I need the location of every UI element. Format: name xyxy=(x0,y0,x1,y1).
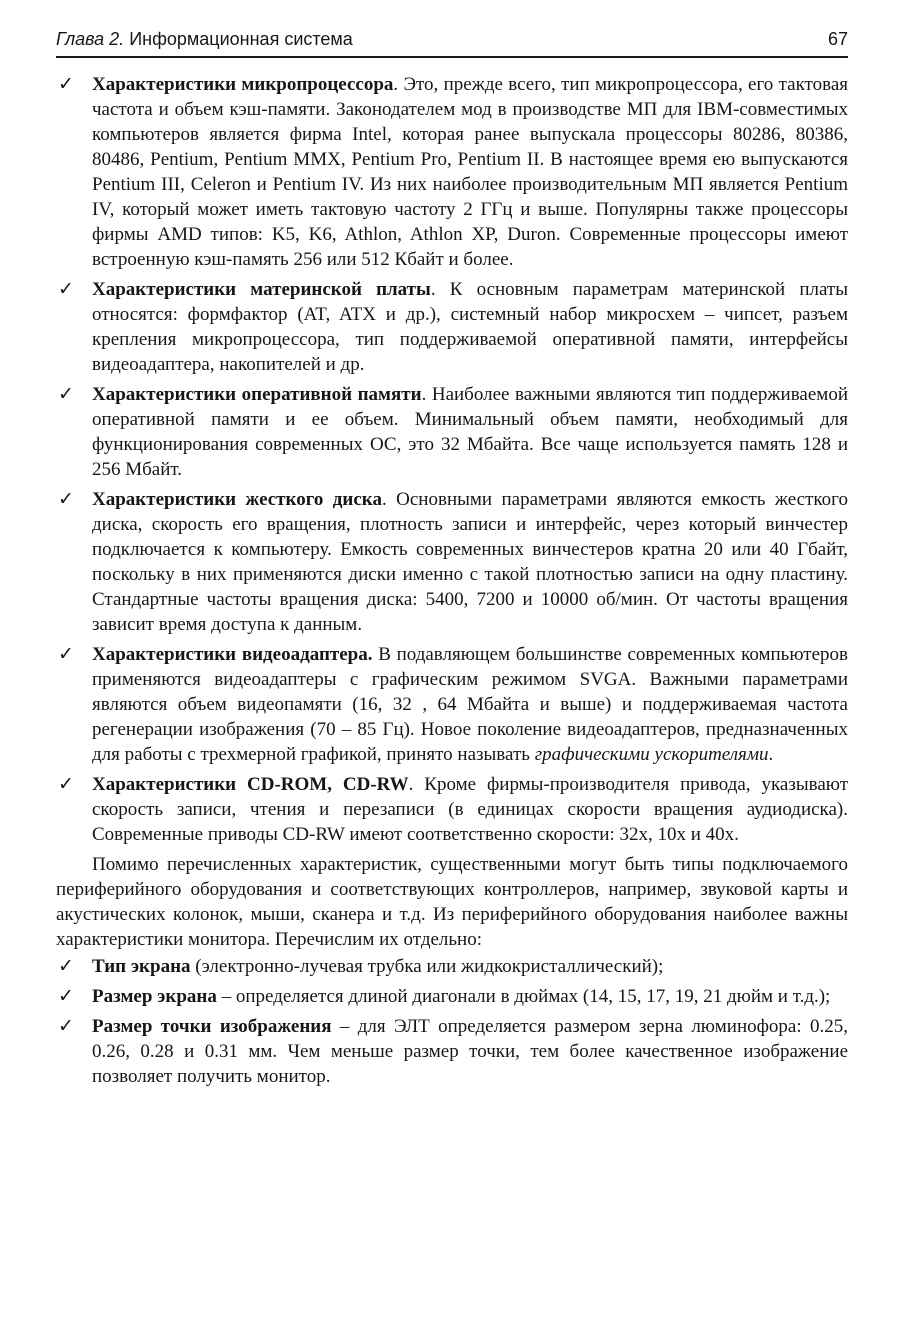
item-text: (электронно-лучевая трубка или жидкокристаллический); xyxy=(190,956,664,977)
checkmark-icon: ✓ xyxy=(58,643,74,665)
checkmark-icon: ✓ xyxy=(58,278,74,300)
checkmark-icon: ✓ xyxy=(58,985,74,1007)
item-text: . Основными параметрами являются емкость жесткого диска, скорость его вращения, плотность записи и интерфейс, через который винчестер подключается к компьютеру. Емкость современных винчестеров кратна 20 или 40 Гбайт, поскольку в них применяются диски именно с такой плотностью записи на одну пластину. Стандартные частоты вращения диска: 5400, 7200 и 10000 об/мин. От частоты вращения зависит время доступа к данным. xyxy=(92,489,848,635)
item-term: Характеристики оперативной памяти xyxy=(92,384,422,405)
chapter-heading xyxy=(56,28,353,50)
checkmark-icon: ✓ xyxy=(58,488,74,510)
book-page xyxy=(56,28,848,1094)
item-term: Размер точки изображения xyxy=(92,1016,332,1037)
list-item-video xyxy=(56,642,848,767)
item-emphasis: графическими ускорителями xyxy=(534,744,769,765)
page-body xyxy=(56,72,848,1089)
item-text: . Это, прежде всего, тип микропроцессора, его тактовая частота и объем кэш-памяти. Законодателем мод в производстве МП для IBM-совместимых компьютеров является фирма Intel, которая ранее выпускала процессоры 80286, 80386, 80486, Pentium, Pentium MMX, Pentium Pro, Pentium II. В настоящее время ею выпускаются Pentium III, Celeron и Pentium IV. Из них наиболее производительным МП является Pentium IV, который может иметь тактовую частоту 2 ГГц и выше. Популярны также процессоры фирмы AMD типов: K5, K6, Athlon, Athlon XP, Duron. Современные процессоры имеют встроенную кэш-память 256 или 512 Кбайт и более. xyxy=(92,74,849,270)
checkmark-icon: ✓ xyxy=(58,1015,74,1037)
item-text: – определяется длиной диагонали в дюймах (14, 15, 17, 19, 21 дюйм и т.д.); xyxy=(216,986,831,1007)
item-term: Характеристики микропроцессора xyxy=(92,74,394,95)
item-term: Характеристики материнской платы xyxy=(92,279,431,300)
item-text: . Кроме фирмы-производителя привода, указывают скорость записи, чтения и перезаписи (в единицах скорости вращения аудиодиска). Современные приводы CD-RW имеют соответственно скорости: 32х, 10х и 40х. xyxy=(92,774,848,845)
checkmark-icon: ✓ xyxy=(58,773,74,795)
item-text: . К основным параметрам материнской платы относятся: формфактор (AT, ATX и др.), системный набор микросхем – чипсет, разъем крепления микропроцессора, тип поддерживаемой оперативной памяти, интерфейсы видеоадаптера, накопителей и др. xyxy=(92,279,849,375)
list-item-ram xyxy=(56,382,848,482)
list-item-hdd xyxy=(56,487,848,637)
item-term: Тип экрана xyxy=(92,956,191,977)
item-term: Характеристики жесткого диска xyxy=(92,489,382,510)
checkmark-icon: ✓ xyxy=(58,383,74,405)
list-item-screen-size xyxy=(56,984,848,1009)
list-item-cdrom xyxy=(56,772,848,847)
characteristics-list xyxy=(56,72,848,847)
item-term: Характеристики CD-ROM, CD-RW xyxy=(92,774,409,795)
list-item-dot-pitch xyxy=(56,1014,848,1089)
item-term: Характеристики видеоадаптера. xyxy=(92,644,373,665)
item-tail: . xyxy=(768,744,774,765)
item-text: . Наиболее важными являются тип поддерживаемой оперативной памяти и ее объем. Минимальный объем памяти, необходимый для функционирования современных ОС, это 32 Мбайта. Все чаще используется память 128 и 256 Мбайт. xyxy=(92,384,848,480)
list-item-cpu xyxy=(56,72,848,272)
list-item-screen-type xyxy=(56,954,848,979)
chapter-title: Информационная система xyxy=(129,29,353,49)
monitor-list xyxy=(56,954,848,1089)
item-term: Размер экрана xyxy=(92,986,217,1007)
checkmark-icon: ✓ xyxy=(58,955,74,977)
checkmark-icon: ✓ xyxy=(58,73,74,95)
list-item-motherboard xyxy=(56,277,848,377)
item-text: В подавляющем большинстве современных компьютеров применяются видеоадаптеры с графическим режимом SVGA. Важными параметрами являются объем видеопамяти (16, 32 , 64 Мбайта и выше) и поддерживаемая частота регенерации изображения (70 – 85 Гц). Новое поколение видеоадаптеров, предназначенных для работы с трехмерной графикой, принято называть xyxy=(92,644,848,765)
chapter-label: Глава 2. xyxy=(56,29,125,49)
running-header xyxy=(56,28,848,58)
body-paragraph: Помимо перечисленных характеристик, существенными могут быть типы подключаемого периферийного оборудования и соответствующих контроллеров, например, звуковой карты и акустических колонок, мыши, сканера и т.д. Из периферийного оборудования наиболее важны характеристики монитора. Перечислим их отдельно: xyxy=(56,854,848,950)
item-text: – для ЭЛТ определяется размером зерна люминофора: 0.25, 0.26, 0.28 и 0.31 мм. Чем меньше размер точки, тем более качественное изображение позволяет получить монитор. xyxy=(92,1016,848,1087)
page-number: 67 xyxy=(827,29,848,49)
